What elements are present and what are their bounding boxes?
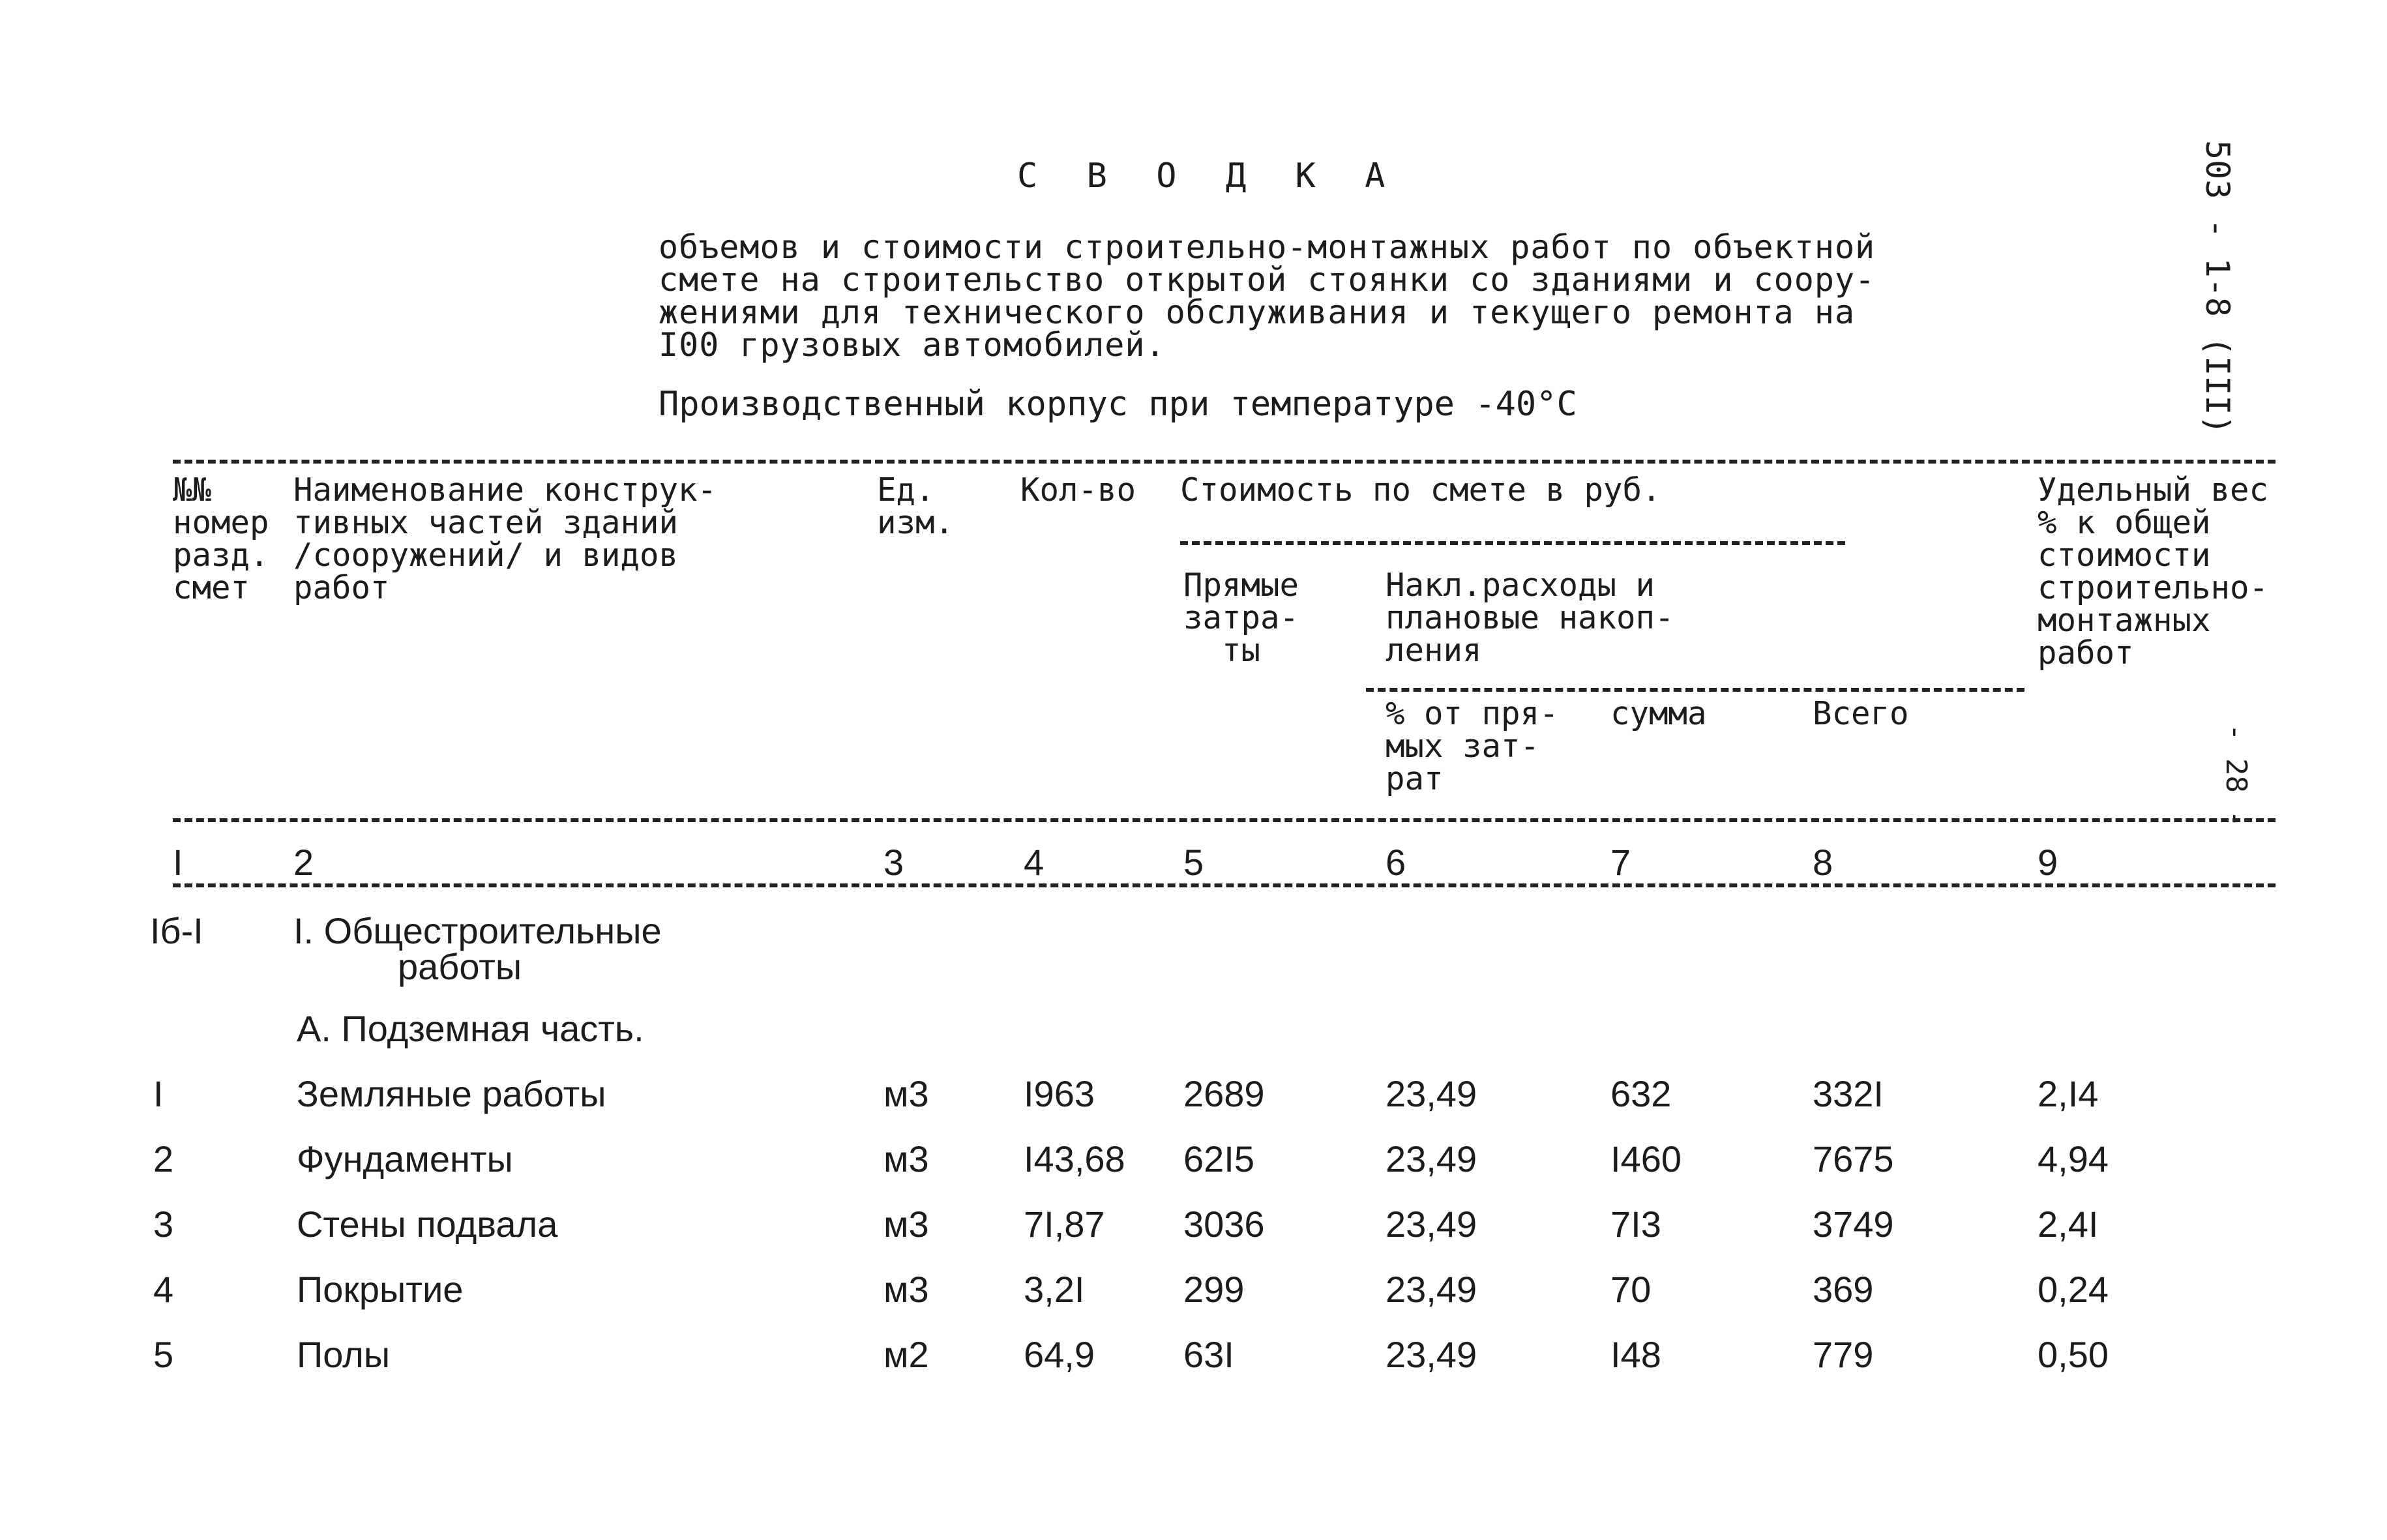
row-num: 5 xyxy=(153,1334,174,1375)
subtitle-line-2: смете на строительство открытой стоянки со зданиями и соору- xyxy=(659,261,1876,299)
header-direct: Прямые затра- ты xyxy=(1183,567,1299,669)
row-direct: 2689 xyxy=(1183,1073,1265,1114)
row-weight: 4,94 xyxy=(2038,1138,2109,1179)
row-total: 7675 xyxy=(1813,1138,1894,1179)
row-unit: м3 xyxy=(883,1073,929,1114)
row-sum: 70 xyxy=(1610,1269,1652,1310)
column-number-rule xyxy=(173,883,2276,887)
row-name: Фундаменты xyxy=(297,1138,513,1179)
row-name: Покрытие xyxy=(297,1269,464,1310)
page-number: - 28 - xyxy=(2219,724,2253,827)
column-number-7: 7 xyxy=(1610,842,1631,883)
subtitle-line-4: I00 грузовых автомобилей. xyxy=(659,326,1166,364)
header-total: Всего xyxy=(1813,695,1909,732)
row-weight: 0,24 xyxy=(2038,1269,2109,1310)
row-pct: 23,49 xyxy=(1386,1269,1477,1310)
row-num: 2 xyxy=(153,1138,174,1179)
row-qty: I43,68 xyxy=(1024,1138,1125,1179)
header-qty: Кол-во xyxy=(1020,471,1136,509)
row-unit: м3 xyxy=(883,1269,929,1310)
row-name: Стены подвала xyxy=(297,1204,558,1245)
header-overhead-pct: % от пря- мых зат- рат xyxy=(1386,695,1559,797)
column-number-1: I xyxy=(173,842,183,883)
row-total: 369 xyxy=(1813,1269,1874,1310)
header-weight: Удельный вес % к общей стоимости строительно- монтажных работ xyxy=(2038,471,2269,672)
row-direct: 62I5 xyxy=(1183,1138,1254,1179)
row-weight: 2,4I xyxy=(2038,1204,2099,1245)
section-code: Iб-I xyxy=(150,910,203,951)
row-pct: 23,49 xyxy=(1386,1073,1477,1114)
header-overhead-group: Накл.расходы и плановые накоп- ления xyxy=(1386,567,1674,669)
row-unit: м2 xyxy=(883,1334,929,1375)
document-title: С В О Д К А xyxy=(1017,156,1400,196)
row-pct: 23,49 xyxy=(1386,1334,1477,1375)
row-num: 4 xyxy=(153,1269,174,1310)
row-direct: 63I xyxy=(1183,1334,1234,1375)
section-title-line2: работы xyxy=(398,946,522,987)
row-weight: 2,I4 xyxy=(2038,1073,2099,1114)
row-unit: м3 xyxy=(883,1138,929,1179)
header-cost-group: Стоимость по смете в руб. xyxy=(1180,471,1661,509)
row-pct: 23,49 xyxy=(1386,1204,1477,1245)
row-direct: 299 xyxy=(1183,1269,1245,1310)
row-name: Полы xyxy=(297,1334,391,1375)
side-code: 503 - 1-8 (III) xyxy=(2199,140,2236,435)
subtitle-line-1: объемов и стоимости строительно-монтажных работ по объектной xyxy=(659,228,1876,266)
row-sum: I460 xyxy=(1610,1138,1682,1179)
row-total: 3749 xyxy=(1813,1204,1894,1245)
header-num: №№ номер разд. смет xyxy=(173,471,269,606)
column-number-3: 3 xyxy=(883,842,904,883)
row-qty: I963 xyxy=(1024,1073,1095,1114)
row-num: 3 xyxy=(153,1204,174,1245)
row-qty: 7I,87 xyxy=(1024,1204,1105,1245)
column-number-4: 4 xyxy=(1024,842,1045,883)
row-unit: м3 xyxy=(883,1204,929,1245)
column-number-8: 8 xyxy=(1813,842,1833,883)
workshop-line: Производственный корпус при температуре -40°С xyxy=(659,385,1577,424)
subsection-title: А. Подземная часть. xyxy=(297,1008,644,1049)
header-bottom-rule xyxy=(173,818,2276,822)
row-total: 332I xyxy=(1813,1073,1884,1114)
row-num: I xyxy=(153,1073,164,1114)
header-overhead-sum: сумма xyxy=(1610,695,1707,732)
header-name: Наименование конструк- тивных частей зданий /сооружений/ и видов работ xyxy=(293,471,717,606)
row-qty: 64,9 xyxy=(1024,1334,1095,1375)
column-number-9: 9 xyxy=(2038,842,2058,883)
row-name: Земляные работы xyxy=(297,1073,606,1114)
column-number-2: 2 xyxy=(293,842,314,883)
section-title-line1: I. Общестроительные xyxy=(293,910,662,951)
row-weight: 0,50 xyxy=(2038,1334,2109,1375)
row-direct: 3036 xyxy=(1183,1204,1265,1245)
header-unit: Ед. изм. xyxy=(877,471,955,541)
row-sum: I48 xyxy=(1610,1334,1661,1375)
row-pct: 23,49 xyxy=(1386,1138,1477,1179)
column-number-6: 6 xyxy=(1386,842,1406,883)
overhead-group-rule xyxy=(1366,688,2024,692)
table-top-rule xyxy=(173,460,2276,464)
row-sum: 632 xyxy=(1610,1073,1672,1114)
subtitle-line-3: жениями для технического обслуживания и текущего ремонта на xyxy=(659,293,1856,331)
row-qty: 3,2I xyxy=(1024,1269,1085,1310)
column-number-5: 5 xyxy=(1183,842,1204,883)
row-total: 779 xyxy=(1813,1334,1874,1375)
cost-group-rule xyxy=(1180,541,1845,545)
row-sum: 7I3 xyxy=(1610,1204,1661,1245)
